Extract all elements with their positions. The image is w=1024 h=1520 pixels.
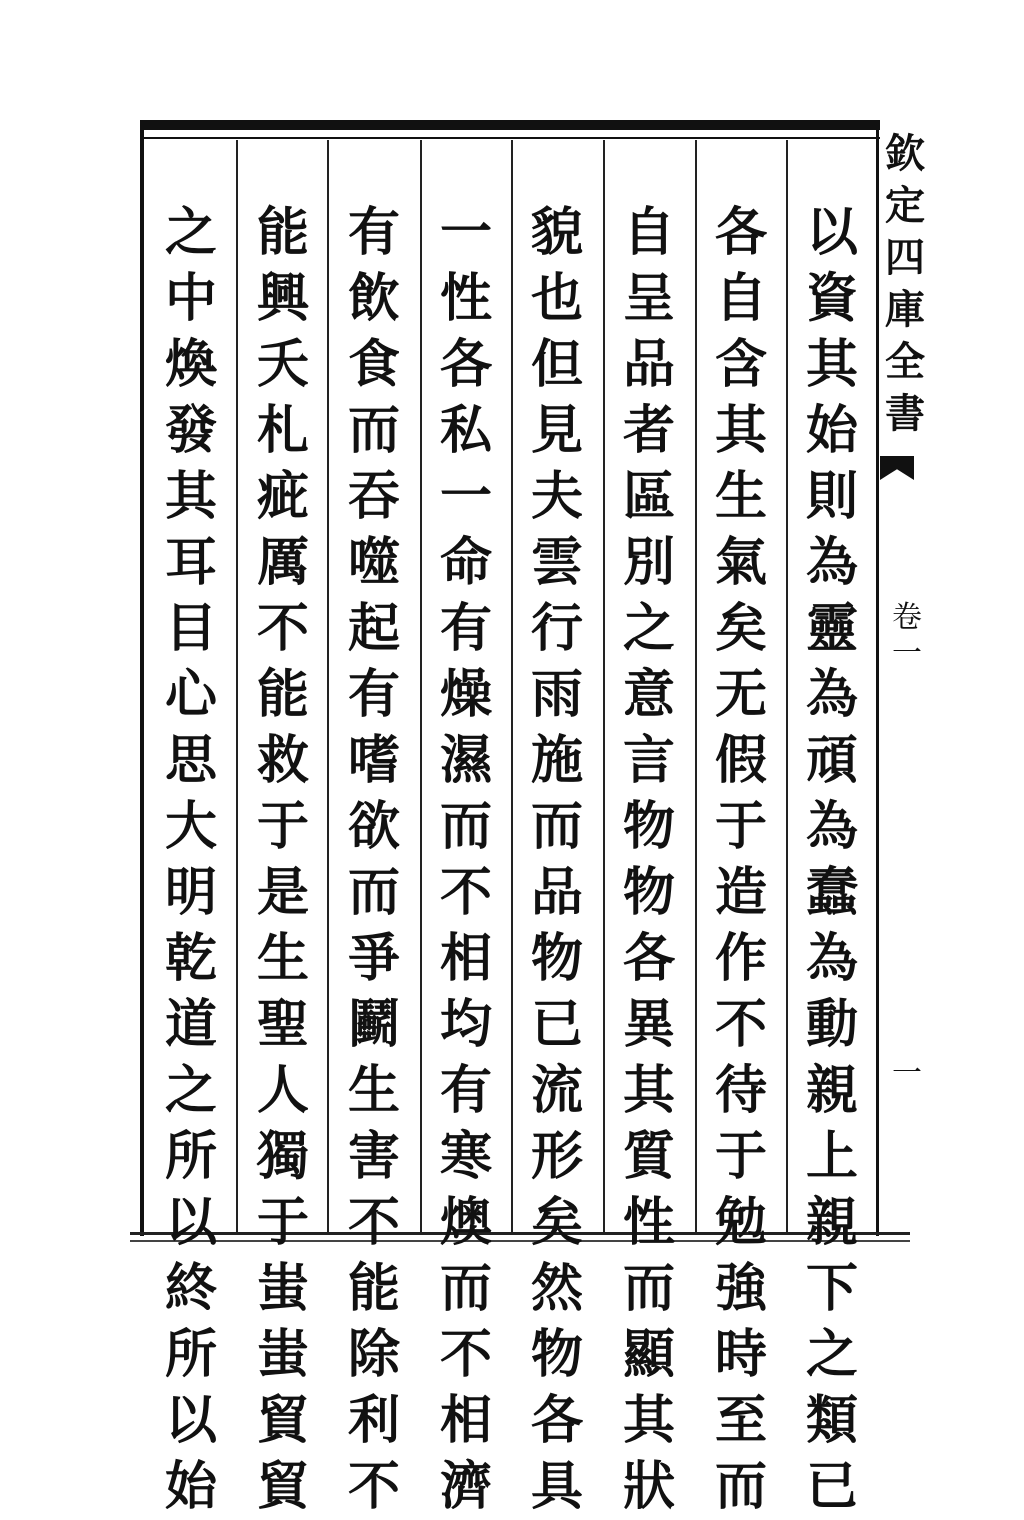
text-char: 顯 [622,1324,675,1385]
text-char: 勉 [714,1192,767,1253]
text-char: 寒 [439,1126,492,1187]
margin-volume-label [880,600,934,672]
margin-title-char: 欽 [885,130,925,177]
text-char: 疵 [256,466,309,527]
text-char: 食 [347,334,400,395]
text-char: 施 [530,730,583,791]
text-column-8 [156,200,226,1520]
text-char: 質 [622,1126,675,1187]
text-char: 然 [530,1258,583,1319]
column-divider [327,140,329,1234]
text-char: 物 [622,796,675,857]
text-char: 也 [530,268,583,329]
text-char: 煥 [164,334,217,395]
fish-tail-mark [880,456,914,480]
text-char: 大 [164,796,217,857]
text-char: 道 [164,994,217,1055]
text-char: 言 [622,730,675,791]
text-char: 相 [439,928,492,989]
text-char: 耳 [164,532,217,593]
text-char: 造 [714,862,767,923]
text-char: 中 [164,268,217,329]
text-char: 生 [714,466,767,527]
text-char: 而 [530,796,583,857]
text-char: 聖 [256,994,309,1055]
text-char: 已 [530,994,583,1055]
text-char: 性 [439,268,492,329]
text-char: 札 [256,400,309,461]
text-char: 自 [622,202,675,263]
text-char: 而 [347,400,400,461]
text-char: 一 [439,466,492,527]
text-char: 于 [714,1126,767,1187]
text-char: 一 [439,202,492,263]
text-char: 自 [714,268,767,329]
text-char: 為 [805,928,858,989]
text-char: 是 [256,862,309,923]
text-char: 生 [347,1060,400,1121]
text-char: 流 [530,1060,583,1121]
column-divider [786,140,788,1234]
text-char: 動 [805,994,858,1055]
text-char: 意 [622,664,675,725]
text-char: 矣 [714,598,767,659]
text-char: 能 [256,202,309,263]
column-divider [511,140,513,1234]
text-char: 有 [439,598,492,659]
margin-volume-char: 卷 [892,600,922,635]
text-char: 見 [530,400,583,461]
margin-page-number: 一 [892,1056,922,1091]
text-column-1 [797,200,867,1520]
text-char: 行 [530,598,583,659]
text-char: 類 [805,1390,858,1451]
text-char: 貿 [256,1456,309,1517]
text-char: 上 [805,1126,858,1187]
text-column-2 [706,200,776,1520]
text-char: 以 [164,1192,217,1253]
top-border-inner-rule [140,137,880,139]
text-char: 以 [805,202,858,263]
text-column-5 [431,200,501,1520]
text-char: 為 [805,664,858,725]
text-char: 為 [805,796,858,857]
text-char: 其 [805,334,858,395]
text-char: 不 [347,1456,400,1517]
margin-title-char: 書 [885,390,925,437]
text-char: 資 [805,268,858,329]
text-column-7 [248,200,318,1520]
text-char: 明 [164,862,217,923]
text-char: 其 [622,1060,675,1121]
text-char: 于 [256,796,309,857]
text-char: 物 [530,928,583,989]
text-char: 相 [439,1390,492,1451]
text-char: 不 [256,598,309,659]
text-char: 之 [164,202,217,263]
text-char: 之 [164,1060,217,1121]
margin-title-char: 定 [885,182,925,229]
text-char: 貿 [256,1390,309,1451]
text-char: 夭 [256,334,309,395]
text-char: 思 [164,730,217,791]
text-char: 強 [714,1258,767,1319]
text-char: 夫 [530,466,583,527]
text-char: 親 [805,1060,858,1121]
text-char: 无 [714,664,767,725]
text-char: 其 [714,400,767,461]
margin-title-char: 四 [885,234,925,281]
text-char: 于 [256,1192,309,1253]
text-char: 靈 [805,598,858,659]
text-char: 氣 [714,532,767,593]
text-char: 于 [714,796,767,857]
text-char: 而 [622,1258,675,1319]
text-char: 爭 [347,928,400,989]
text-char: 時 [714,1324,767,1385]
text-char: 親 [805,1192,858,1253]
text-char: 均 [439,994,492,1055]
text-char: 假 [714,730,767,791]
margin-title-char: 庫 [885,286,925,333]
text-char: 者 [622,400,675,461]
text-char: 不 [439,862,492,923]
margin-title-char: 全 [885,338,925,385]
text-char: 品 [530,862,583,923]
text-char: 所 [164,1324,217,1385]
bottom-border-inner-rule [130,1240,910,1242]
text-column-3 [614,200,684,1520]
text-char: 形 [530,1126,583,1187]
text-char: 命 [439,532,492,593]
text-char: 貌 [530,202,583,263]
column-divider [236,140,238,1234]
text-char: 濕 [439,730,492,791]
text-char: 濟 [439,1456,492,1517]
text-char: 興 [256,268,309,329]
text-char: 厲 [256,532,309,593]
text-char: 區 [622,466,675,527]
text-char: 狀 [622,1456,675,1517]
text-char: 頑 [805,730,858,791]
left-border-rule [140,128,144,1236]
text-char: 雨 [530,664,583,725]
text-char: 以 [164,1390,217,1451]
text-char: 物 [530,1324,583,1385]
text-char: 心 [164,664,217,725]
top-border-rule [140,120,880,130]
text-char: 其 [622,1390,675,1451]
column-divider [420,140,422,1234]
text-char: 異 [622,994,675,1055]
text-char: 所 [164,1126,217,1187]
text-char: 而 [439,1258,492,1319]
text-char: 而 [714,1456,767,1517]
text-char: 性 [622,1192,675,1253]
text-char: 人 [256,1060,309,1121]
text-char: 發 [164,400,217,461]
margin-volume-char: 一 [892,636,922,671]
text-char: 獨 [256,1126,309,1187]
text-char: 始 [164,1456,217,1517]
text-char: 其 [164,466,217,527]
text-char: 之 [622,598,675,659]
text-char: 則 [805,466,858,527]
text-char: 乾 [164,928,217,989]
text-char: 蚩 [256,1324,309,1385]
text-char: 而 [439,796,492,857]
text-char: 為 [805,532,858,593]
text-char: 別 [622,532,675,593]
text-char: 救 [256,730,309,791]
text-char: 有 [347,202,400,263]
text-column-6 [339,200,409,1520]
text-char: 蚩 [256,1258,309,1319]
text-char: 矣 [530,1192,583,1253]
text-char: 能 [256,664,309,725]
text-char: 至 [714,1390,767,1451]
text-column-4 [522,200,592,1520]
text-char: 下 [805,1258,858,1319]
text-char: 各 [622,928,675,989]
text-char: 而 [347,862,400,923]
text-char: 有 [347,664,400,725]
text-char: 蠢 [805,862,858,923]
text-char: 始 [805,400,858,461]
text-char: 呈 [622,268,675,329]
text-char: 但 [530,334,583,395]
column-divider [603,140,605,1234]
text-char: 生 [256,928,309,989]
text-char: 品 [622,334,675,395]
text-char: 各 [530,1390,583,1451]
text-char: 作 [714,928,767,989]
text-char: 利 [347,1390,400,1451]
text-char: 起 [347,598,400,659]
text-char: 不 [439,1324,492,1385]
text-char: 不 [347,1192,400,1253]
text-char: 終 [164,1258,217,1319]
text-char: 待 [714,1060,767,1121]
text-char: 鬬 [347,994,400,1055]
text-char: 物 [622,862,675,923]
text-char: 各 [439,334,492,395]
text-char: 燠 [439,1192,492,1253]
text-char: 除 [347,1324,400,1385]
text-char: 不 [714,994,767,1055]
text-char: 噬 [347,532,400,593]
text-char: 害 [347,1126,400,1187]
text-char: 各 [714,202,767,263]
text-char: 能 [347,1258,400,1319]
text-char: 目 [164,598,217,659]
text-char: 含 [714,334,767,395]
text-char: 嗜 [347,730,400,791]
text-char: 已 [805,1456,858,1517]
margin-book-title [878,128,932,440]
text-char: 燥 [439,664,492,725]
column-divider [695,140,697,1234]
bottom-border-rule [130,1232,910,1235]
text-char: 私 [439,400,492,461]
text-char: 雲 [530,532,583,593]
text-char: 吞 [347,466,400,527]
text-char: 具 [530,1456,583,1517]
text-char: 欲 [347,796,400,857]
text-char: 之 [805,1324,858,1385]
text-char: 飲 [347,268,400,329]
text-char: 有 [439,1060,492,1121]
